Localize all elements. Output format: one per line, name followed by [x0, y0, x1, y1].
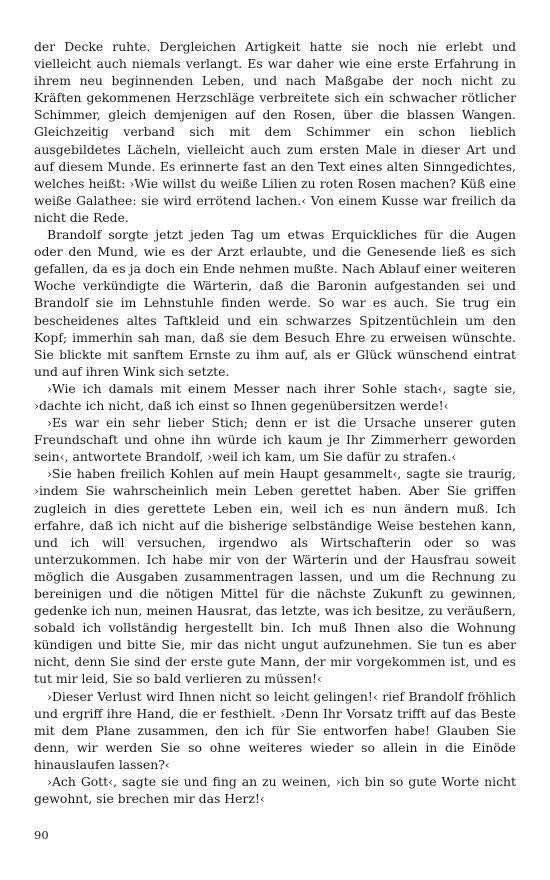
paragraph-7: ›Ach Gott‹, sagte sie und fing an zu weinen, ›ich bin so gute Worte nicht gewohnt, sie brechen mir das Herz!‹ — [34, 774, 516, 807]
paragraph-2: Brandolf sorgte jetzt jeden Tag um etwas Erquickliches für die Augen oder den Mund, wie es der Arzt erlaubte, und die Genesende ließ es sich gefallen, da es ja doch ein Ende nehmen mußte. Nach Ablauf einer weiteren Woche verkündigte die Wärterin, daß die Baronin aufgestanden sei und Brandolf sie im Lehnstuhle finden werde. So war es auch. Sie trug ein bescheidenes altes Taftkleid und ein schwarzes Spitzentüchlein um den Kopf; immerhin sah man, daß sie dem Besuch Ehre zu erweisen wünschte. Sie blickte mit sanftem Ernste zu ihm auf, als er Glück wünschend eintrat und auf ihren Wink sich setzte. — [34, 227, 516, 379]
paragraph-6: ›Dieser Verlust wird Ihnen nicht so leicht gelingen!‹ rief Brandolf fröhlich und ergriff ihre Hand, die er festhielt. ›Denn Ihr Vorsatz trifft auf das Beste mit dem Plane zusammen, den ich für Sie entworfen habe! Glauben Sie denn, wir werden Sie so ohne weiteres wieder so allein in die Einöde hinauslaufen lassen?‹ — [34, 688, 516, 772]
page-number: 90 — [34, 828, 49, 842]
paragraph-1: der Decke ruhte. Dergleichen Artigkeit hatte sie noch nie erlebt und vielleicht auch niemals verlangt. Es war daher wie eine erste Erfahrung in ihrem neu beginnenden Leben, und nach Maßgabe der noch nicht zu Kräften gekommenen Herzschläge verbreitete sich ein schwacher rötlicher Schimmer, gleich demjenigen auf den Rosen, über die blassen Wangen. Gleichzeitig verband sich mit dem Schimmer ein schon lieblich ausgebildetes Lächeln, vielleicht auch zum ersten Male in dieser Art und auf diesem Munde. Es erinnerte fast an den Text eines alten Sinngedichtes, welches heißt: ›Wie willst du weiße Lilien zu roten Rosen machen? Küß eine weiße Galathee: sie wird errötend lachen.‹ Von einem Kusse war freilich da nicht die Rede. — [34, 39, 516, 225]
page-body — [34, 38, 516, 807]
paragraph-5: ›Sie haben freilich Kohlen auf mein Haupt gesammelt‹, sagte sie traurig, ›indem Sie wahrscheinlich mein Leben gerettet haben. Aber Sie griffen zugleich in dies gerettete Leben ein, weil ich es nun ändern muß. Ich erfahre, daß ich nicht auf die bisherige selbständige Weise bestehen kann, und ich will versuchen, irgendwo als Wirtschafterin oder so was unterzukommen. Ich habe mir von der Wärterin und der Hausfrau soweit möglich die Ausgaben zusammentragen lassen, und um die Rechnung zu bereinigen und die nötigen Mittel für die nächste Zukunft zu gewinnen, gedenke ich nun, meinen Hausrat, das letzte, was ich besitze, zu veräußern, sobald ich vollständig hergestellt bin. Ich muß Ihnen also die Wohnung kündigen und bitte Sie, mir das nicht ungut aufzunehmen. Sie tun es aber nicht, denn Sie sind der erste gute Mann, der mir vorgekommen ist, und es tut mir leid, Sie so bald verlieren zu müssen!‹ — [34, 466, 516, 687]
paragraph-4: ›Es war ein sehr lieber Stich; denn er ist die Ursache unserer guten Freundschaft und ohne ihn würde ich kaum je Ihr Zimmerherr geworden sein‹, antwortete Brandolf, ›weil ich kam, um Sie dafür zu strafen.‹ — [34, 415, 516, 465]
paragraph-3: ›Wie ich damals mit einem Messer nach ihrer Sohle stach‹, sagte sie, ›dachte ich nicht, daß ich einst so Ihnen gegenübersitzen werde!‹ — [34, 380, 516, 413]
